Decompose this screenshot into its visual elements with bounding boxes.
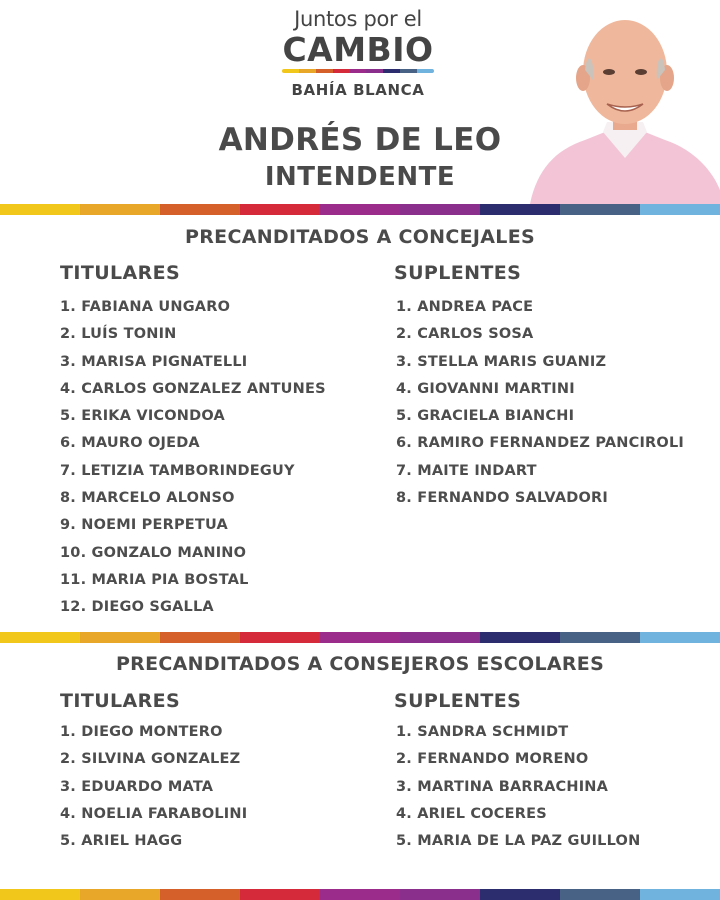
list-item: 12. DIEGO SGALLA [60, 599, 214, 616]
list-item: 1. SANDRA SCHMIDT [396, 724, 569, 740]
stripe-segment [400, 889, 480, 900]
list-item: 2. FERNANDO MORENO [396, 751, 589, 768]
concejales-titulares-list [60, 294, 326, 622]
list-item: 1. FABIANA UNGARO [60, 299, 231, 315]
stripe-segment [0, 204, 80, 215]
list-item: 3. EDUARDO MATA [60, 778, 214, 795]
stripe-segment [80, 632, 160, 643]
stripe-segment [240, 204, 320, 215]
stripe-segment [333, 69, 350, 73]
stripe-segment [0, 889, 80, 900]
list-item: 8. MARCELO ALONSO [60, 490, 235, 507]
list-item: 6. MAURO OJEDA [60, 435, 200, 452]
list-item: 2. LUÍS TONIN [60, 326, 177, 343]
divider-stripe-top [0, 204, 720, 215]
stripe-segment [0, 632, 80, 643]
stripe-segment [316, 69, 333, 73]
list-item: 3. MARTINA BARRACHINA [396, 778, 609, 795]
stripe-segment [480, 204, 560, 215]
stripe-segment [383, 69, 400, 73]
stripe-segment [160, 632, 240, 643]
stripe-segment [240, 632, 320, 643]
stripe-segment [320, 204, 400, 215]
divider-stripe-bottom [0, 889, 720, 900]
stripe-segment [350, 69, 367, 73]
stripe-segment [299, 69, 316, 73]
stripe-segment [480, 632, 560, 643]
list-item: 10. GONZALO MANINO [60, 544, 247, 561]
stripe-segment [320, 632, 400, 643]
list-item: 4. ARIEL COCERES [396, 805, 547, 822]
consejeros-suplentes-heading: SUPLENTES [394, 690, 522, 712]
list-item: 2. SILVINA GONZALEZ [60, 751, 241, 768]
stripe-segment [400, 69, 417, 73]
stripe-segment [640, 204, 720, 215]
list-item: 1. ANDREA PACE [396, 299, 534, 315]
list-item: 8. FERNANDO SALVADORI [396, 490, 609, 507]
logo-city: BAHÍA BLANCA [291, 81, 425, 99]
party-logo [248, 6, 468, 99]
divider-stripe-middle [0, 632, 720, 643]
list-item: 4. CARLOS GONZALEZ ANTUNES [60, 380, 326, 397]
list-item: 6. RAMIRO FERNANDEZ PANCIROLI [396, 435, 684, 452]
stripe-segment [366, 69, 383, 73]
list-item: 5. ERIKA VICONDOA [60, 408, 225, 425]
stripe-segment [160, 204, 240, 215]
list-item: 5. ARIEL HAGG [60, 833, 183, 850]
candidate-role: INTENDENTE [264, 162, 456, 192]
stripe-segment [160, 889, 240, 900]
list-item: 11. MARIA PIA BOSTAL [60, 571, 249, 588]
consejeros-suplentes-list [396, 719, 640, 855]
header [0, 0, 720, 204]
list-item: 3. STELLA MARIS GUANIZ [396, 353, 607, 370]
list-item: 2. CARLOS SOSA [396, 326, 534, 343]
list-item: 7. MAITE INDART [396, 462, 537, 479]
candidate-photo [525, 0, 720, 204]
logo-line2: CAMBIO [282, 30, 434, 69]
list-item: 5. GRACIELA BIANCHI [396, 408, 575, 425]
consejeros-titulares-list [60, 719, 247, 855]
stripe-segment [80, 889, 160, 900]
stripe-segment [282, 69, 299, 73]
stripe-segment [320, 889, 400, 900]
candidate-name: ANDRÉS DE LEO [218, 122, 502, 158]
stripe-segment [560, 632, 640, 643]
consejeros-titulares-heading: TITULARES [60, 690, 181, 712]
logo-color-stripe [282, 69, 434, 73]
stripe-segment [640, 889, 720, 900]
concejales-titulares-heading: TITULARES [60, 262, 181, 284]
concejales-title: PRECANDITADOS A CONCEJALES [185, 226, 535, 248]
stripe-segment [240, 889, 320, 900]
stripe-segment [560, 204, 640, 215]
stripe-segment [640, 632, 720, 643]
list-item: 7. LETIZIA TAMBORINDEGUY [60, 462, 295, 479]
concejales-suplentes-heading: SUPLENTES [394, 262, 522, 284]
concejales-suplentes-list [396, 294, 684, 512]
consejeros-title: PRECANDITADOS A CONSEJEROS ESCOLARES [115, 653, 605, 675]
stripe-segment [80, 204, 160, 215]
stripe-segment [417, 69, 434, 73]
list-item: 1. DIEGO MONTERO [60, 724, 223, 740]
list-item: 4. NOELIA FARABOLINI [60, 805, 248, 822]
logo-line1: Juntos por el [294, 7, 422, 31]
stripe-segment [480, 889, 560, 900]
list-item: 4. GIOVANNI MARTINI [396, 380, 575, 397]
list-item: 9. NOEMI PERPETUA [60, 517, 228, 534]
list-item: 3. MARISA PIGNATELLI [60, 353, 248, 370]
stripe-segment [400, 204, 480, 215]
stripe-segment [400, 632, 480, 643]
list-item: 5. MARIA DE LA PAZ GUILLON [396, 833, 641, 850]
stripe-segment [560, 889, 640, 900]
